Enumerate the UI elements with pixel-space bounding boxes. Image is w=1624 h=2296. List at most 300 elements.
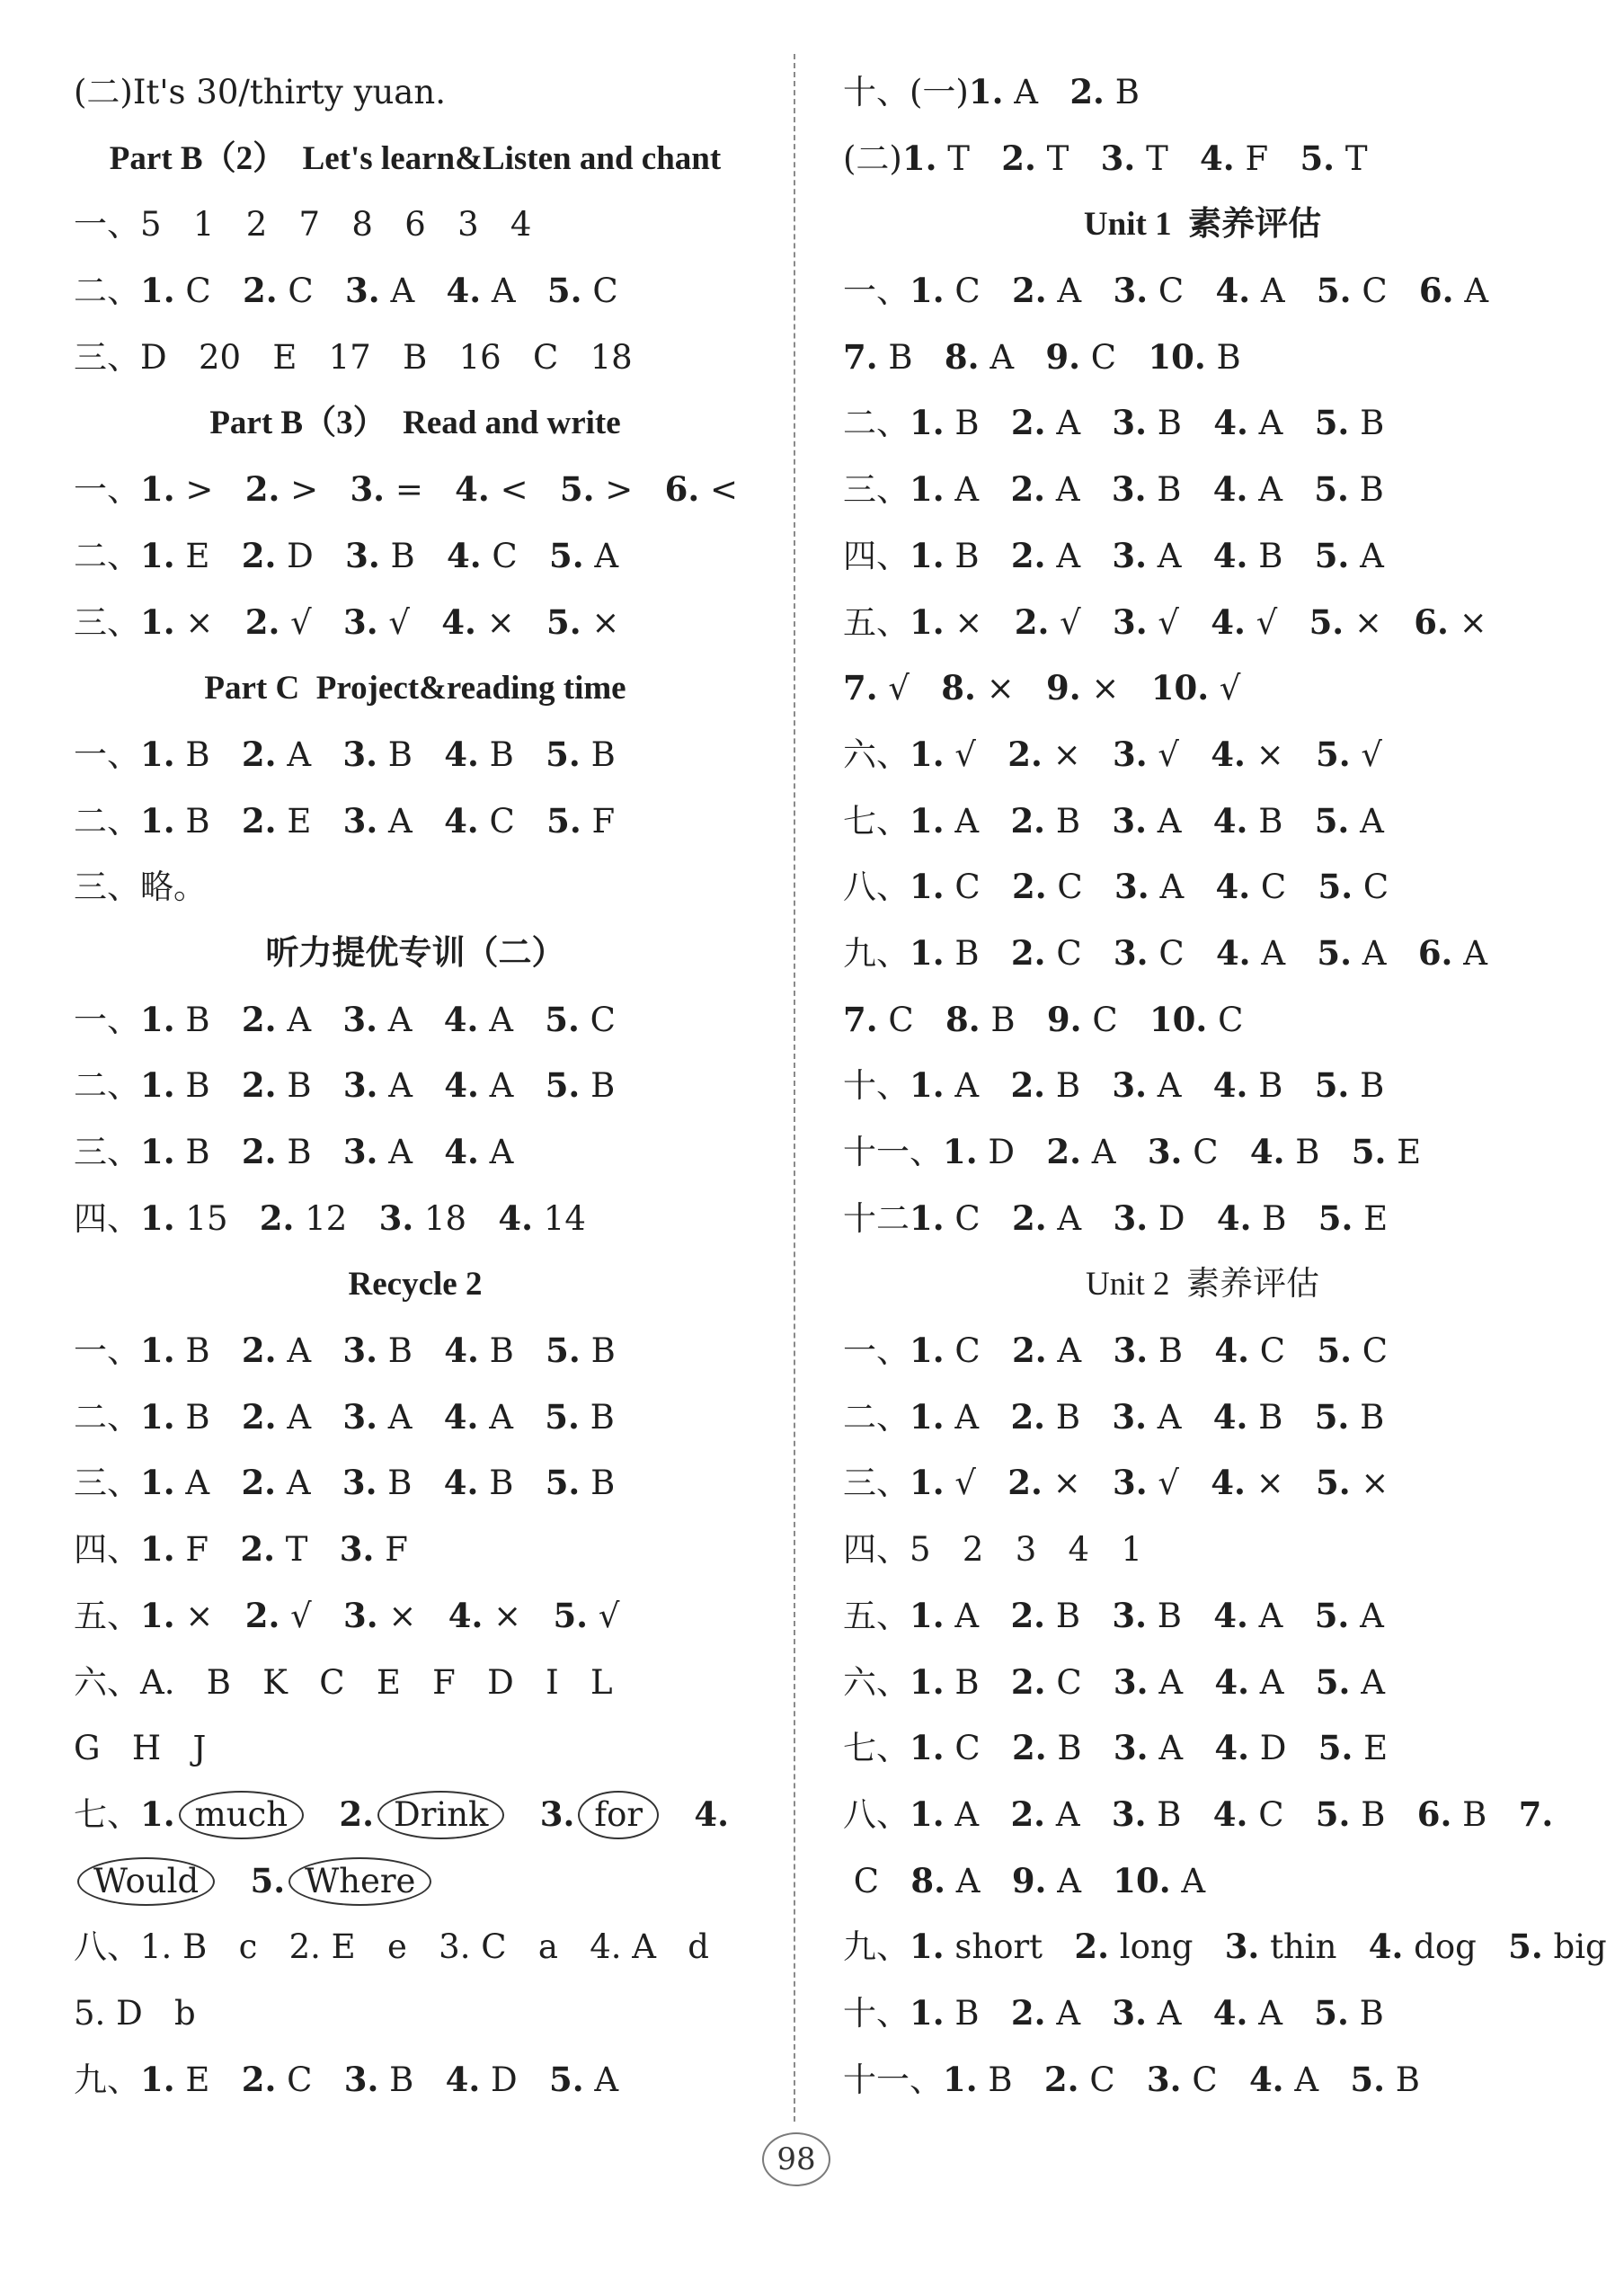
answer-number: 5. <box>545 1463 581 1503</box>
answer-value: B <box>185 1066 210 1106</box>
question-label: 一、 <box>843 271 910 311</box>
question-label: 七、 <box>843 801 910 841</box>
answer-number: 1. <box>140 999 175 1039</box>
answer-number: 1. <box>943 2059 978 2099</box>
question-label: 四、 <box>74 1198 140 1238</box>
answer-value: B <box>590 1464 616 1503</box>
answer-number: 2. <box>1001 138 1036 178</box>
answer-value: 18 <box>590 337 633 377</box>
answer-number: 4. <box>1200 138 1235 178</box>
question-label: 六、 <box>843 1662 910 1702</box>
answer-number: 3. <box>1111 1793 1147 1834</box>
answer-value: E <box>185 2060 210 2099</box>
answer-number: 4. <box>1215 271 1251 311</box>
answer-number: 1. <box>140 1330 175 1371</box>
answer-value: D <box>1259 1729 1287 1768</box>
answer-value: A <box>388 801 413 841</box>
answer-number: 4. <box>498 1197 534 1238</box>
answer-line <box>74 325 757 391</box>
answer-value: = <box>395 470 423 510</box>
answer-line: 三、略。 <box>74 868 207 907</box>
question-label: 十二 <box>843 1198 910 1238</box>
answer-line <box>843 1517 1562 1583</box>
answer-number: 10. <box>1113 1860 1171 1900</box>
answer-number: 2. <box>1012 1330 1047 1371</box>
answer-value: A <box>1259 1662 1284 1702</box>
answer-number: 4. <box>1211 601 1246 642</box>
answer-value: A <box>1261 933 1286 973</box>
answer-value: A <box>1360 801 1384 841</box>
answer-value: A <box>1258 470 1282 510</box>
circled-word: much <box>179 1791 304 1839</box>
answer-value: × <box>1052 734 1081 774</box>
answer-value: × <box>493 1596 522 1635</box>
answer-number: 4. <box>1215 932 1251 973</box>
answer-number: 4. <box>443 1463 479 1503</box>
answer-value: B <box>387 1331 413 1371</box>
answer-value: D <box>988 1133 1016 1171</box>
answer-value: A <box>286 1464 311 1503</box>
answer-number: 2. <box>1010 535 1046 575</box>
answer-value: 6 <box>404 205 426 245</box>
question-label: 十、(一) <box>843 73 969 111</box>
answer-value: A <box>955 1861 981 1900</box>
answer-number: 7. <box>843 336 878 377</box>
answer-number: 4. <box>444 1065 479 1106</box>
answer-value: A <box>1014 73 1039 111</box>
answer-value: E <box>376 1662 401 1702</box>
answer-value: B <box>185 801 210 841</box>
question-label: 一、 <box>843 1331 910 1371</box>
question-label: 三、 <box>74 1464 140 1503</box>
answer-value: A <box>491 271 516 311</box>
answer-line <box>843 126 1562 192</box>
answer-line <box>74 258 757 325</box>
answer-number: 1. <box>910 601 945 642</box>
answer-number: 4. <box>444 1132 479 1171</box>
answer-line <box>74 2047 757 2114</box>
answer-number: 3. <box>1113 1728 1149 1768</box>
answer-value: C <box>288 271 314 311</box>
answer-value: C <box>1218 1000 1244 1039</box>
answer-value: I <box>546 1662 559 1702</box>
answer-value: B <box>990 1000 1016 1039</box>
question-label: 一、 <box>74 1331 140 1371</box>
answer-value: B <box>185 1331 210 1371</box>
answer-value: b <box>174 1993 196 2033</box>
answer-line <box>843 1782 1562 1848</box>
answer-number: 1. <box>910 1992 945 2033</box>
answer-value: B <box>954 1993 980 2033</box>
answer-number: 1. <box>140 1529 175 1570</box>
answer-number: 9. <box>1011 1860 1047 1900</box>
answer-number: 10. <box>1148 336 1206 377</box>
answer-number: 5. <box>549 535 584 575</box>
answer-number: 5. <box>546 271 582 311</box>
answer-value: A <box>1056 536 1081 575</box>
answer-value: C <box>888 1000 914 1039</box>
answer-value: 1 <box>1121 1530 1142 1570</box>
section-heading: Unit 1 素养评估 <box>1083 206 1322 244</box>
answer-value: < <box>500 470 528 510</box>
answer-value: C <box>590 1000 616 1039</box>
answer-line <box>74 523 757 590</box>
answer-number: 5. <box>549 2059 584 2099</box>
answer-value: C <box>1158 933 1185 973</box>
answer-value: B <box>1360 1397 1385 1437</box>
answer-number: 3. <box>342 1330 377 1371</box>
answer-number: 4. <box>1215 867 1251 907</box>
answer-value: A <box>594 536 619 575</box>
answer-value: B <box>1359 470 1384 510</box>
answer-value: √ <box>954 734 976 774</box>
answer-value: × <box>1361 1464 1389 1503</box>
answer-line <box>74 457 757 523</box>
answer-value: A <box>1157 801 1182 841</box>
answer-value: T <box>1046 138 1069 178</box>
answer-value: T <box>1344 138 1368 178</box>
answer-number: 5. <box>1351 1132 1387 1171</box>
answer-value: C <box>185 271 211 311</box>
answer-value: 18 <box>424 1198 467 1238</box>
answer-value: F <box>1245 138 1269 178</box>
answer-value: √ <box>1158 734 1179 774</box>
answer-number: 2. <box>1074 1927 1109 1967</box>
question-label: 三、 <box>843 470 910 510</box>
answer-value: A. <box>140 1662 175 1702</box>
answer-value: B <box>1359 1993 1384 2033</box>
answer-value: A <box>954 1794 980 1834</box>
answer-line <box>843 1053 1562 1119</box>
answer-number: 3. <box>1113 1661 1149 1702</box>
answer-value: T <box>1146 138 1168 178</box>
answer-value: A <box>954 1066 980 1106</box>
answer-value: A <box>489 1133 514 1171</box>
answer-value: B <box>387 734 413 774</box>
answer-number: 3. <box>343 601 378 642</box>
answer-value: B <box>1258 1397 1283 1437</box>
answer-value: A <box>1181 1861 1206 1900</box>
answer-number: 1. <box>140 1132 175 1171</box>
answer-number: 3. <box>342 734 377 774</box>
answer-value: √ <box>1256 602 1278 642</box>
answer-value: A <box>1055 470 1080 510</box>
answer-number: 1. <box>910 535 945 575</box>
answer-value: C <box>1056 1662 1082 1702</box>
answer-line <box>74 1186 757 1252</box>
answer-value: 3 <box>1015 1530 1037 1570</box>
answer-value: A <box>388 1066 413 1106</box>
answer-line <box>843 788 1562 855</box>
answer-value: B <box>888 337 913 377</box>
answer-number: 3. <box>1147 1132 1183 1171</box>
answer-number: 1. <box>910 1065 945 1106</box>
answer-number: 2. <box>1010 1595 1046 1635</box>
answer-value: C <box>532 337 559 377</box>
answer-value: 4. A <box>590 1927 656 1967</box>
answer-number: 2. <box>1043 2059 1079 2099</box>
answer-value: B <box>287 1066 312 1106</box>
question-label: 七、 <box>74 1794 140 1834</box>
answer-value: B <box>1258 536 1283 575</box>
answer-value: B <box>403 337 428 377</box>
answer-number: 5. <box>1314 469 1349 510</box>
answer-value: √ <box>888 669 910 708</box>
answer-value: T <box>947 138 970 178</box>
answer-number: 1. <box>140 800 175 841</box>
question-label: 十一、 <box>843 1133 943 1171</box>
answer-line <box>74 788 757 855</box>
question-label: 九、 <box>74 2060 140 2099</box>
answer-line <box>843 590 1562 656</box>
answer-number: 3. <box>1112 403 1147 443</box>
answer-number: 2. <box>1010 1793 1046 1834</box>
answer-number: 3. <box>1112 1595 1147 1635</box>
answer-number: 4. <box>1213 403 1248 443</box>
answer-line: (二)It's 30/thirty yuan. <box>74 73 446 111</box>
answer-number: 3. <box>1112 1065 1147 1106</box>
answer-value: × <box>1353 602 1382 642</box>
answer-value: 8 <box>351 205 373 245</box>
answer-value: 5 <box>910 1530 931 1570</box>
answer-value: 1. B <box>140 1927 208 1967</box>
answer-value: × <box>388 1596 417 1635</box>
answer-number: 1. <box>910 1927 945 1967</box>
answer-number: 2. <box>1010 403 1046 443</box>
answer-number: 4. <box>1214 1728 1249 1768</box>
answer-number: 3. <box>539 1793 575 1834</box>
answer-value: 1 <box>192 205 215 245</box>
answer-number: 5. <box>1318 867 1353 907</box>
answer-line <box>74 1517 757 1583</box>
answer-value: B <box>954 933 980 973</box>
answer-value: G <box>74 1729 101 1768</box>
answer-number: 5. <box>1316 734 1351 774</box>
answer-value: short <box>954 1927 1043 1967</box>
answer-number: 3. <box>342 999 377 1039</box>
answer-value: A <box>1057 271 1082 311</box>
answer-value: √ <box>1219 669 1241 708</box>
answer-number: 4. <box>444 800 479 841</box>
answer-line <box>74 1583 757 1650</box>
answer-number: 2. <box>244 601 280 642</box>
answer-line <box>74 1119 757 1186</box>
question-label: 四、 <box>74 1530 140 1570</box>
answer-number: 6. <box>664 469 700 510</box>
answer-value: C <box>319 1662 345 1702</box>
answer-number: 3. <box>1112 1992 1147 2033</box>
answer-number: 1. <box>140 469 175 510</box>
section-heading: Unit 2 素养评估 <box>1085 1266 1320 1304</box>
answer-number: 3. <box>1114 867 1149 907</box>
answer-value: B <box>954 1662 980 1702</box>
answer-number: 4. <box>1211 1463 1246 1503</box>
answer-number: 2. <box>241 999 277 1039</box>
answer-value: A <box>1157 536 1182 575</box>
answer-line <box>843 1450 1562 1517</box>
answer-value: C <box>1192 2060 1218 2099</box>
answer-number: 1. <box>910 867 945 907</box>
question-label: 五、 <box>74 1596 140 1635</box>
answer-value: F <box>591 801 616 841</box>
answer-number: 3. <box>1113 1197 1149 1238</box>
answer-value: A <box>1294 2060 1319 2099</box>
answer-number: 5. <box>1314 403 1350 443</box>
answer-number: 2. <box>1010 469 1046 510</box>
answer-number: 3. <box>1113 271 1149 311</box>
answer-line <box>74 1914 757 1980</box>
answer-number: 7. <box>1518 1793 1554 1834</box>
answer-value: E <box>287 801 312 841</box>
answer-value: B <box>1262 1198 1287 1238</box>
answer-number: 2. <box>241 2059 277 2099</box>
answer-value: C <box>1056 933 1082 973</box>
answer-number: 5. <box>1508 1927 1543 1967</box>
answer-number: 1. <box>910 1396 945 1437</box>
answer-value: A <box>1158 1662 1184 1702</box>
answer-value: √ <box>290 602 312 642</box>
answer-value: A <box>287 1397 312 1437</box>
answer-number: 4. <box>446 271 482 311</box>
answer-value: E <box>185 536 210 575</box>
answer-value: C <box>1057 868 1083 907</box>
answer-number: 2. <box>1012 867 1047 907</box>
question-label: 九、 <box>843 933 910 973</box>
answer-number: 3. <box>1113 601 1148 642</box>
answer-number: 6. <box>1416 1793 1452 1834</box>
section-heading: 听力提优专训（二） <box>265 934 565 972</box>
answer-value: B <box>1258 1066 1283 1106</box>
question-label: 一、 <box>74 470 140 510</box>
answer-number: 5. <box>1314 1396 1350 1437</box>
answer-value: C <box>1090 337 1117 377</box>
answer-value: A <box>1258 1596 1283 1635</box>
answer-value: B <box>1055 1397 1081 1437</box>
answer-number: 2. <box>243 271 278 311</box>
answer-number: 1. <box>910 1728 945 1768</box>
answer-number: 5. <box>250 1860 286 1900</box>
answer-value: 2 <box>245 205 268 245</box>
answer-line <box>843 258 1562 325</box>
answer-value: A <box>1158 1729 1184 1768</box>
answer-value: A <box>1057 1198 1082 1238</box>
question-label: (二) <box>843 138 902 178</box>
answer-number: 1. <box>140 271 175 311</box>
answer-number: 1. <box>910 1595 945 1635</box>
answer-number: 4. <box>1216 1197 1252 1238</box>
answer-line <box>74 1782 757 1848</box>
answer-value: C <box>592 271 618 311</box>
answer-value: A <box>954 801 980 841</box>
answer-number: 2. <box>241 800 277 841</box>
answer-value: A <box>287 1000 312 1039</box>
answer-number: 9. <box>1045 336 1080 377</box>
answer-number: 5. <box>546 800 581 841</box>
answer-number: 2. <box>1010 932 1046 973</box>
answer-value: 3 <box>457 205 479 245</box>
answer-number: 1. <box>140 734 175 774</box>
answer-line <box>74 191 757 258</box>
answer-number: 4. <box>1212 1396 1248 1437</box>
answer-value: A <box>1360 1596 1384 1635</box>
question-label: 十、 <box>843 1066 910 1106</box>
answer-number: 3. <box>343 1595 378 1635</box>
answer-number: 4. <box>1212 800 1248 841</box>
answer-value: A <box>388 1133 413 1171</box>
answer-line <box>74 1848 757 1915</box>
answer-number: 8. <box>941 668 976 708</box>
answer-value: A <box>1258 404 1283 443</box>
answer-number: 1. <box>910 1330 945 1371</box>
answer-value: E <box>272 337 297 377</box>
answer-line <box>843 987 1562 1054</box>
answer-value: B <box>1157 470 1182 510</box>
answer-number: 5. <box>553 1595 589 1635</box>
answer-line <box>74 1650 757 1716</box>
question-label: 二、 <box>843 404 910 443</box>
answer-number: 1. <box>910 403 945 443</box>
answer-number: 4. <box>443 1396 479 1437</box>
answer-value: B <box>185 734 210 774</box>
answer-number: 2. <box>1010 1992 1046 2033</box>
column-divider <box>794 54 795 2122</box>
answer-value: e <box>386 1927 407 1967</box>
answer-number: 5. <box>546 734 581 774</box>
answer-number: 2. <box>1010 1396 1046 1437</box>
answer-number: 3. <box>342 800 378 841</box>
answer-value: B <box>590 1397 615 1437</box>
answer-value: 12 <box>305 1198 348 1238</box>
question-label: 八、 <box>74 1927 140 1967</box>
answer-number: 4. <box>443 999 479 1039</box>
answer-value: A <box>954 470 980 510</box>
answer-number: 4. <box>1212 1793 1248 1834</box>
answer-value: C <box>1362 1331 1389 1371</box>
answer-number: 5. <box>1315 1661 1351 1702</box>
answer-number: 2. <box>339 1793 375 1834</box>
question-label: 一、 <box>74 734 140 774</box>
answer-value: C <box>954 868 981 907</box>
answer-value: A <box>1057 1861 1081 1900</box>
answer-number: 1. <box>140 1595 175 1635</box>
answer-number: 5. <box>1309 601 1344 642</box>
answer-number: 1. <box>910 469 945 510</box>
question-label: 二、 <box>74 801 140 841</box>
answer-value: B <box>185 1397 210 1437</box>
question-label: 四、 <box>843 536 910 575</box>
answer-line <box>843 655 1562 722</box>
answer-number: 1. <box>910 932 945 973</box>
answer-line <box>843 325 1562 391</box>
answer-line <box>843 1914 1607 1980</box>
answer-value: A <box>287 1331 312 1371</box>
answer-number: 4. <box>694 1793 730 1834</box>
answer-value: B <box>1295 1133 1320 1171</box>
question-label: 二、 <box>74 1066 140 1106</box>
answer-value: C <box>1362 271 1388 311</box>
answer-number: 5. <box>1316 1463 1351 1503</box>
answer-value: E <box>1363 1729 1389 1768</box>
answer-value: A <box>1362 933 1387 973</box>
answer-value: × <box>1256 734 1284 774</box>
answer-number: 1. <box>140 535 175 575</box>
answer-line <box>843 1650 1562 1716</box>
answer-value: A <box>1091 1133 1116 1171</box>
answer-value: √ <box>1158 1464 1179 1503</box>
answer-number: 4. <box>448 1595 484 1635</box>
answer-value: D <box>491 2060 518 2099</box>
answer-number: 2. <box>1010 800 1046 841</box>
